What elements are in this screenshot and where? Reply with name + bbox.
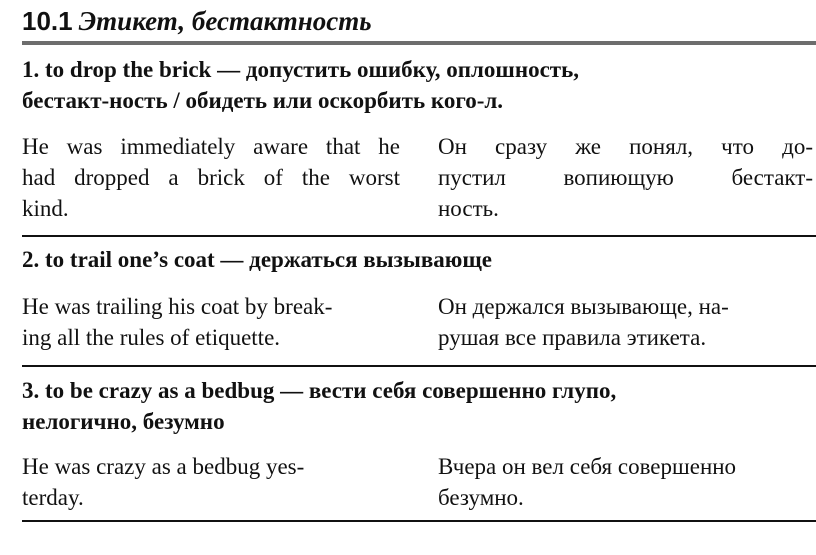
entry-3-example-en-line: He was crazy as a bedbug yes- [22, 454, 305, 479]
entry-3-example-en [22, 451, 392, 513]
entry-1-heading-line: бестакт-ность / обидеть или оскорбить кого-л. [22, 88, 504, 113]
entry-divider [22, 365, 816, 367]
entry-divider [22, 520, 816, 522]
entry-divider [22, 235, 816, 237]
entry-2-example-ru-line: рушая все правила этикета. [438, 325, 707, 350]
title-divider [22, 41, 816, 45]
entry-1-example-ru-line: ность. [438, 196, 499, 221]
entry-1-heading [22, 54, 812, 116]
entry-3-example-ru-line: Вчера он вел себя совершенно [438, 454, 737, 479]
entry-2-example-en-line: He was trailing his coat by break- [22, 294, 333, 319]
entry-3-example-en-line: terday. [22, 485, 84, 510]
entry-1-example-ru [438, 131, 813, 224]
entry-1-example-en [22, 131, 400, 224]
entry-2-heading [22, 244, 812, 275]
entry-3-heading [22, 375, 812, 437]
entry-2-example-en-line: ing all the rules of etiquette. [22, 325, 281, 350]
entry-1-heading-line: 1. to drop the brick — допустить ошибку, оплошность, [22, 57, 580, 82]
entry-2-example-en [22, 291, 392, 353]
section-title: Этикет, бестактность [78, 6, 372, 36]
entry-3-heading-line: 3. to be crazy as a bedbug — вести себя совершенно глупо, [22, 378, 617, 403]
entry-1-example-en-line: had dropped a brick of the worst [22, 165, 400, 190]
section-number: 10.1 [22, 6, 73, 36]
entry-2-example-ru-line: Он держался вызывающе, на- [438, 294, 729, 319]
entry-2-example-ru [438, 291, 813, 353]
entry-2-heading-line: 2. to trail one’s coat — держаться вызывающе [22, 247, 492, 272]
entry-3-heading-line: нелогично, безумно [22, 409, 225, 434]
entry-1-example-en-line: kind. [22, 196, 69, 221]
entry-3-example-ru [438, 451, 813, 513]
entry-1-example-ru-line: пустил вопиющую бестакт- [438, 165, 813, 190]
entry-3-example-ru-line: безумно. [438, 485, 524, 510]
page-title [22, 2, 372, 40]
entry-1-example-en-line: He was immediately aware that he [22, 134, 400, 159]
entry-1-example-ru-line: Он сразу же понял, что до- [438, 134, 813, 159]
